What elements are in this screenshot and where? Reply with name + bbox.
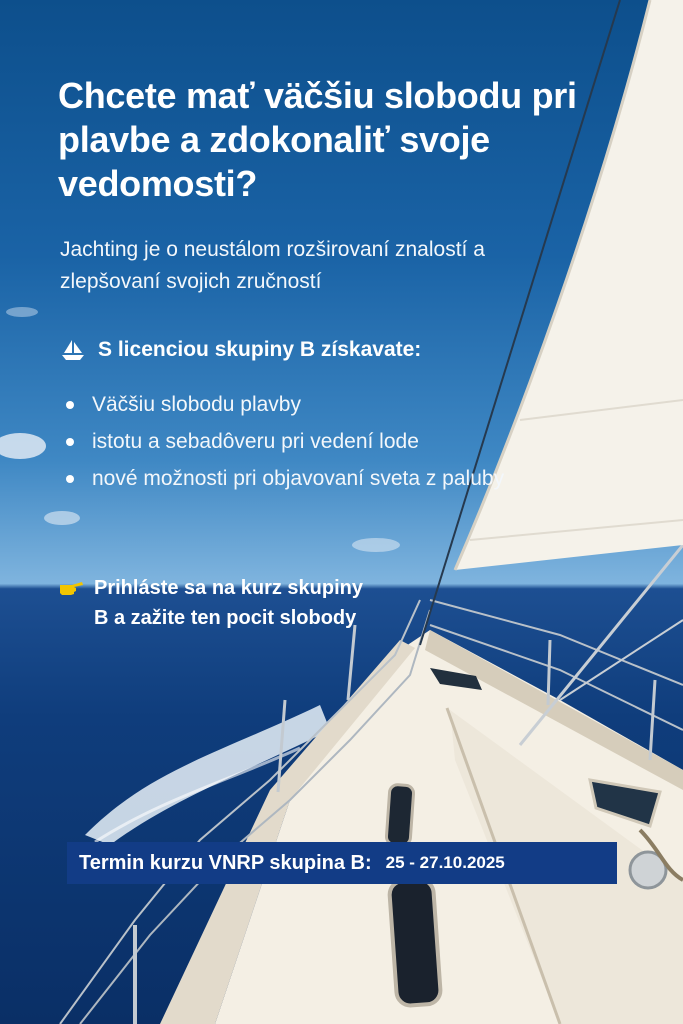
benefit-item [60, 464, 520, 493]
course-date-banner [67, 842, 617, 884]
benefit-item [60, 390, 520, 419]
headline: Chcete mať väčšiu slobodu pri plavbe a zdokonaliť svoje vedomosti? [58, 75, 577, 204]
benefits-title: S licenciou skupiny B získavate: [98, 338, 422, 361]
sailboat-icon [60, 339, 86, 361]
benefit-item [60, 427, 520, 456]
pointing-hand-icon [58, 577, 84, 597]
benefit-text: nové možnosti pri objavovaní sveta z paluby [92, 467, 505, 490]
bullet [66, 438, 74, 446]
cta-text: Prihláste sa na kurz skupiny B a zažite ten pocit slobody [94, 577, 363, 629]
benefit-text: Väčšiu slobodu plavby [92, 393, 301, 416]
course-label: Termin kurzu VNRP skupina B: [79, 851, 372, 874]
bullet [66, 401, 74, 409]
subheadline: Jachting je o neustálom rozširovaní znalostí a zlepšovaní svojich zručností [60, 238, 485, 293]
benefits-heading [60, 338, 421, 362]
call-to-action [58, 573, 364, 633]
benefit-text: istotu a sebadôveru pri vedení lode [92, 430, 419, 453]
bullet [66, 475, 74, 483]
benefits-list [60, 390, 520, 501]
course-dates: 25 - 27.10.2025 [385, 853, 505, 872]
